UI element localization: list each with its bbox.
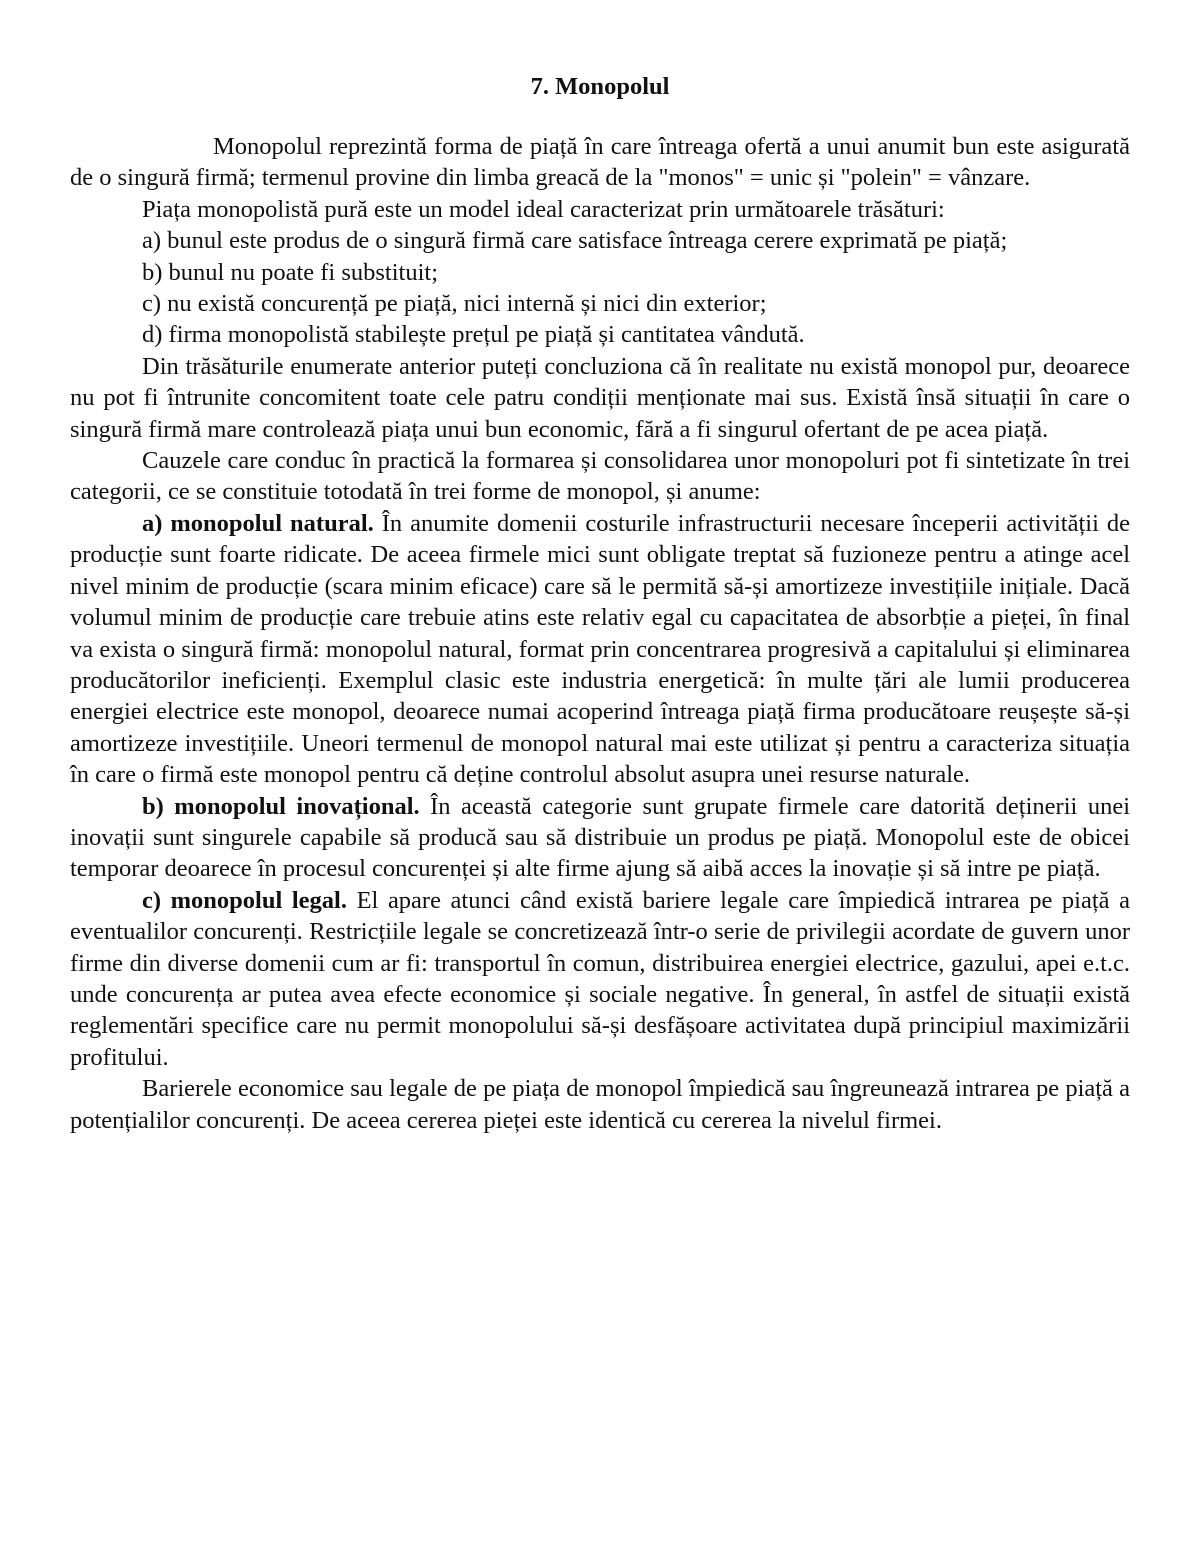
form-natural-heading: a) monopolul natural. bbox=[142, 509, 374, 537]
features-intro-paragraph: Piața monopolistă pură este un model ideal caracterizat prin următoarele trăsături: bbox=[142, 195, 945, 223]
form-legal-paragraph bbox=[70, 885, 1130, 1073]
form-innovation-paragraph bbox=[70, 791, 1130, 885]
form-legal-heading: c) monopolul legal. bbox=[142, 886, 347, 914]
closing-paragraph: Barierele economice sau legale de pe piața de monopol împiedică sau îngreunează intrarea pe piață a potențialilor concurenți. De aceea cererea pieței este identică cu cererea la nivelul firmei. bbox=[70, 1075, 1130, 1134]
feature-item-a: a) bunul este produs de o singură firmă care satisface întreaga cerere exprimată pe piață; bbox=[142, 227, 1008, 255]
form-natural-paragraph bbox=[70, 508, 1130, 791]
causes-intro-paragraph: Cauzele care conduc în practică la formarea și consolidarea unor monopoluri pot fi sintetizate în trei categorii, ce se constituie totodată în trei forme de monopol, și anume: bbox=[70, 447, 1130, 506]
intro-paragraph: Monopolul reprezintă forma de piață în care întreaga ofertă a unui anumit bun este asigurată de o singură firmă; termenul provine din limba greacă de la "monos" = unic și "polein" = vânzare. bbox=[70, 133, 1130, 192]
feature-item-b: b) bunul nu poate fi substituit; bbox=[142, 258, 439, 286]
form-innovation-heading: b) monopolul inovațional. bbox=[142, 792, 420, 820]
conclusion-paragraph: Din trăsăturile enumerate anterior puteți concluziona că în realitate nu există monopol pur, deoarece nu pot fi întrunite concomitent toate cele patru condiții menționate mai sus. Există însă situații în care o singură firmă mare controlează piața unui bun economic, fără a fi singurul ofertant de pe acea piață. bbox=[70, 352, 1130, 443]
form-legal-text: El apare atunci când există bariere legale care împiedică intrarea pe piață a eventualilor concurenți. Restricțiile legale se concretizează într-o serie de privilegii acordate de guvern unor firme din diverse domenii cum ar fi: transportul în comun, distribuirea energiei electrice, gazului, apei e.t.c. unde concurența ar putea avea efecte economice și sociale negative. În general, în astfel de situații există reglementări specifice care nu permit monopolului să-și desfășoare activitatea după principiul maximizării profitului. bbox=[70, 886, 1131, 1071]
document-title: 7. Monopolul bbox=[530, 73, 670, 100]
feature-item-d: d) firma monopolistă stabilește prețul pe piață și cantitatea vândută. bbox=[142, 321, 805, 349]
feature-item-c: c) nu există concurență pe piață, nici internă și nici din exterior; bbox=[142, 290, 767, 318]
form-natural-text: În anumite domenii costurile infrastructurii necesare începerii activității de producție sunt foarte ridicate. De aceea firmele mici sunt obligate treptat să fuzioneze pentru a atinge acel nivel minim de producție (scara minim eficace) care să le permită să-și amortizeze investițiile inițiale. Dacă volumul minim de producție care trebuie atins este relativ egal cu capacitatea de absorbție a pieței, în final va exista o singură firmă: monopolul natural, format prin concentrarea progresivă a capitalului și eliminarea producătorilor ineficienți. Exemplul clasic este industria energetică: în multe țări ale lumii producerea energiei electrice este monopol, deoarece numai acoperind întreaga piață firma producătoare reușește să-și amortizeze investițiile. Uneori termenul de monopol natural mai este utilizat și pentru a caracteriza situația în care o firmă este monopol pentru că deține controlul absolut asupra unei resurse naturale. bbox=[70, 509, 1130, 789]
form-innovation-text: În această categorie sunt grupate firmele care datorită deținerii unei inovații sunt singurele capabile să producă sau să distribuie un produs pe piață. Monopolul este de obicei temporar deoarece în procesul concurenței și alte firme ajung să aibă acces la inovație și să intre pe piață. bbox=[70, 792, 1130, 883]
document-page bbox=[70, 70, 1130, 1136]
